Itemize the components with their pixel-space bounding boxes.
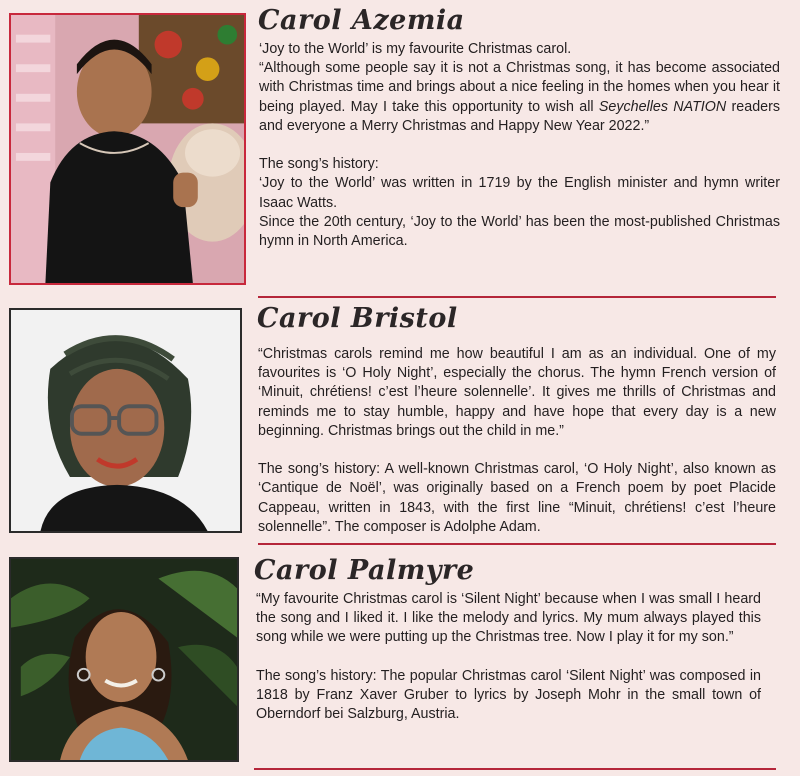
- publication-name: Seychelles NATION: [598, 98, 727, 115]
- quote-intro: ‘Joy to the World’ is my favourite Christmas carol.: [259, 41, 572, 57]
- entry-name: Carol Azemia: [258, 5, 465, 36]
- section-divider: [258, 296, 776, 298]
- entry-body: [259, 40, 780, 251]
- section-divider: [258, 543, 776, 545]
- history-heading: The song’s history:: [259, 156, 379, 173]
- portrait-photo-icon: [11, 15, 244, 283]
- history-text: ‘Joy to the World’ was written in 1719 by the English minister and hymn writer Isaac Watts.: [259, 175, 780, 211]
- photo-carol-azemia: [9, 13, 246, 285]
- quote-text: “My favourite Christmas carol is ‘Silent Night’ because when I was small I heard the song and I liked it. I like the melody and lyrics. My mum always played this song while we were putting up the Christmas tree. Now I play it for my son.”: [256, 591, 761, 646]
- section-divider: [254, 768, 776, 770]
- quote-part: “Although some people say it is not a Christmas song, it has become associated with Christmas time and brings about a nice feeling in the homes when you hear it being played. May I take this opportunity to wish all: [259, 60, 780, 115]
- entry-body: [256, 590, 761, 724]
- history-text: Since the 20th century, ‘Joy to the World’ has been the most-published Christmas hymn in North America.: [259, 213, 780, 250]
- quote-part: readers and everyone a Merry Christmas and Happy New Year 2022.”: [259, 98, 781, 134]
- history-text: The song’s history: A well-known Christmas carol, ‘O Holy Night’, also known as ‘Cantique de Noël’, was originally based on a French poem by poet Placide Cappeau, written in 1843, with the first line “Minuit, chrétiens! c’est l’heure solennelle”. The composer is Adolphe Adam.: [258, 461, 776, 535]
- entry-name: Carol Bristol: [257, 303, 458, 334]
- portrait-photo-icon: [11, 310, 240, 531]
- portrait-photo-icon: [11, 559, 237, 760]
- quote-text: [259, 59, 780, 136]
- history-text: The song’s history: The popular Christmas carol ‘Silent Night’ was composed in 1818 by Franz Xaver Gruber to lyrics by Joseph Mohr in the small town of Oberndorf bei Salzburg, Austria.: [256, 667, 761, 723]
- photo-carol-bristol: [9, 308, 242, 533]
- photo-carol-palmyre: [9, 557, 239, 762]
- entry-body: [258, 345, 776, 537]
- entry-name: Carol Palmyre: [254, 555, 475, 586]
- quote-text: “Christmas carols remind me how beautiful I am as an individual. One of my favourites is ‘O Holy Night’, especially the chorus. The hymn French version of ‘Minuit, chrétiens! c’est l’heure solennelle’. It gives me thrills of Christmas and reminds me to stay humble, happy and have hope that every day is a new beginning. Christmas brings out the child in me.”: [258, 346, 776, 439]
